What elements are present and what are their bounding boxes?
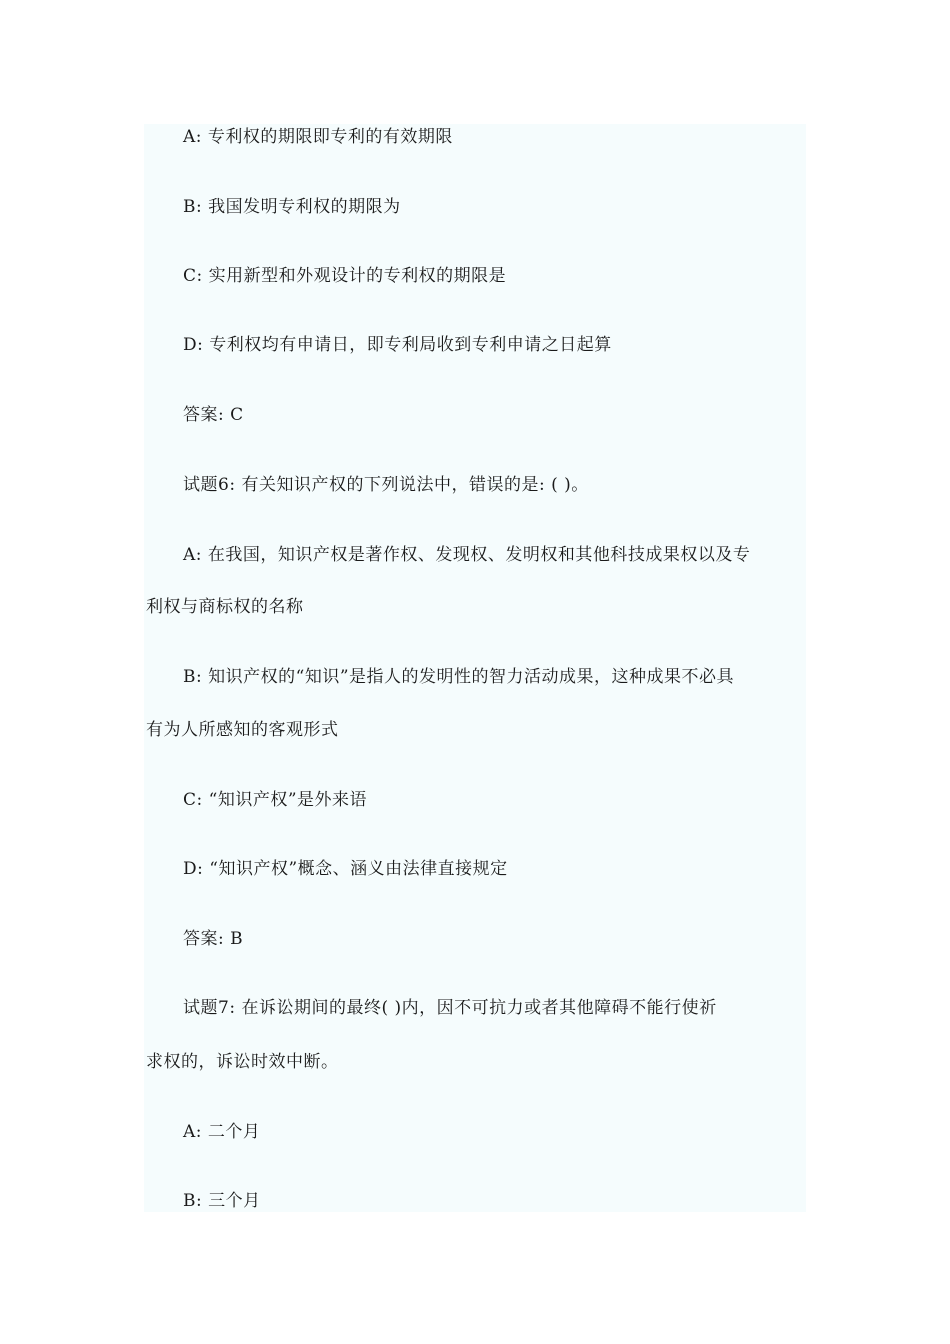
q6-option-a-line2: 利权与商标权的名称 — [146, 597, 304, 617]
q6-answer: 答案: B — [183, 929, 244, 949]
q5-option-d: D: 专利权均有申请日，即专利局收到专利申请之日起算 — [183, 335, 612, 355]
q6-question: 试题6: 有关知识产权的下列说法中，错误的是: ( )。 — [183, 475, 589, 495]
q6-option-b-line2: 有为人所感知的客观形式 — [146, 720, 339, 740]
q7-option-b: B: 三个月 — [183, 1191, 261, 1211]
q6-option-c: C: “知识产权”是外来语 — [183, 790, 368, 810]
q7-question-line2: 求权的，诉讼时效中断。 — [146, 1052, 339, 1072]
q5-option-b: B: 我国发明专利权的期限为 — [183, 197, 401, 217]
q5-answer: 答案: C — [183, 405, 244, 425]
q5-option-c: C: 实用新型和外观设计的专利权的期限是 — [183, 266, 507, 286]
q6-option-d: D: “知识产权”概念、涵义由法律直接规定 — [183, 859, 508, 879]
q5-option-a: A: 专利权的期限即专利的有效期限 — [183, 127, 453, 147]
q7-option-a: A: 二个月 — [183, 1122, 261, 1142]
q6-option-b-line1: B: 知识产权的“知识”是指人的发明性的智力活动成果，这种成果不必具 — [183, 667, 735, 687]
q6-option-a-line1: A: 在我国，知识产权是著作权、发现权、发明权和其他科技成果权以及专 — [183, 545, 751, 565]
q7-question-line1: 试题7: 在诉讼期间的最终( )内，因不可抗力或者其他障碍不能行使祈 — [183, 998, 717, 1018]
